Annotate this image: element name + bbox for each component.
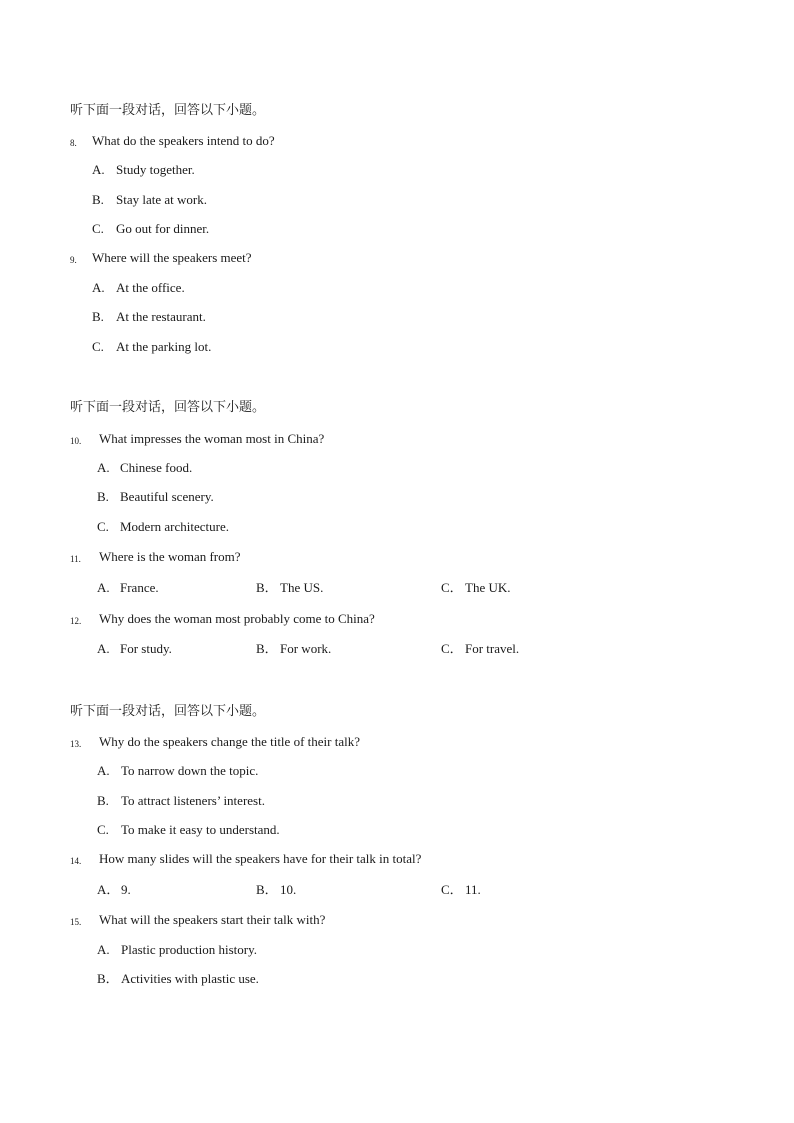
option-text: Study together.: [116, 162, 195, 177]
option-letter: A.: [97, 641, 110, 656]
option-letter: C．: [441, 882, 463, 897]
option-text: At the restaurant.: [116, 309, 206, 324]
question-number: 14.: [70, 856, 82, 866]
option-letter: A.: [97, 460, 110, 475]
option-letter: B.: [97, 489, 109, 504]
option-text: Chinese food.: [120, 460, 193, 475]
question-number: 9.: [70, 255, 77, 265]
option-letter: C．: [441, 580, 463, 595]
question-text: What do the speakers intend to do?: [92, 133, 275, 148]
option-letter: C.: [92, 221, 104, 236]
option-letter: A．: [97, 882, 120, 897]
option-text: To narrow down the topic.: [121, 763, 259, 778]
question-text: Where will the speakers meet?: [92, 250, 252, 265]
option-letter: C.: [97, 519, 109, 534]
question-number: 12.: [70, 616, 82, 626]
option-text: At the parking lot.: [116, 339, 212, 354]
option-text: At the office.: [116, 280, 185, 295]
section-heading: 听下面一段对话，回答以下小题。: [70, 400, 266, 415]
option-text: To make it easy to understand.: [121, 822, 280, 837]
option-letter: A.: [92, 162, 105, 177]
option-text: To attract listeners’ interest.: [121, 793, 265, 808]
option-text: Go out for dinner.: [116, 221, 210, 236]
option-letter: A.: [97, 942, 110, 957]
question-text: How many slides will the speakers have for their talk in total?: [99, 851, 422, 866]
option-letter: A.: [97, 580, 110, 595]
option-text: 11.: [465, 882, 481, 897]
option-text: For study.: [120, 641, 172, 656]
option-text: Stay late at work.: [116, 192, 207, 207]
question-number: 15.: [70, 917, 82, 927]
option-letter: B.: [97, 793, 109, 808]
option-text: 9.: [121, 882, 131, 897]
option-letter: B.: [92, 192, 104, 207]
option-text: For work.: [280, 641, 332, 656]
option-letter: A.: [97, 763, 110, 778]
option-text: Plastic production history.: [121, 942, 258, 957]
question-text: What will the speakers start their talk with?: [99, 912, 326, 927]
option-letter: B．: [97, 971, 119, 986]
option-letter: C.: [92, 339, 104, 354]
option-text: 10.: [280, 882, 297, 897]
option-letter: B.: [92, 309, 104, 324]
option-text: The US.: [280, 580, 324, 595]
option-letter: C.: [97, 822, 109, 837]
option-letter: B．: [256, 882, 278, 897]
question-number: 11.: [70, 554, 81, 564]
option-letter: A.: [92, 280, 105, 295]
question-number: 8.: [70, 138, 77, 148]
question-text: Why do the speakers change the title of their talk?: [99, 734, 360, 749]
question-number: 10.: [70, 436, 82, 446]
option-text: France.: [120, 580, 159, 595]
option-text: Modern architecture.: [120, 519, 230, 534]
question-text: What impresses the woman most in China?: [99, 431, 325, 446]
option-letter: B．: [256, 641, 278, 656]
section-heading: 听下面一段对话，回答以下小题。: [70, 103, 266, 118]
question-number: 13.: [70, 739, 82, 749]
question-text: Why does the woman most probably come to China?: [99, 611, 375, 626]
option-text: The UK.: [465, 580, 511, 595]
option-letter: C．: [441, 641, 463, 656]
option-text: Beautiful scenery.: [120, 489, 214, 504]
option-text: Activities with plastic use.: [121, 971, 259, 986]
question-text: Where is the woman from?: [99, 549, 241, 564]
option-letter: B．: [256, 580, 278, 595]
option-text: For travel.: [465, 641, 520, 656]
section-heading: 听下面一段对话，回答以下小题。: [70, 704, 266, 719]
